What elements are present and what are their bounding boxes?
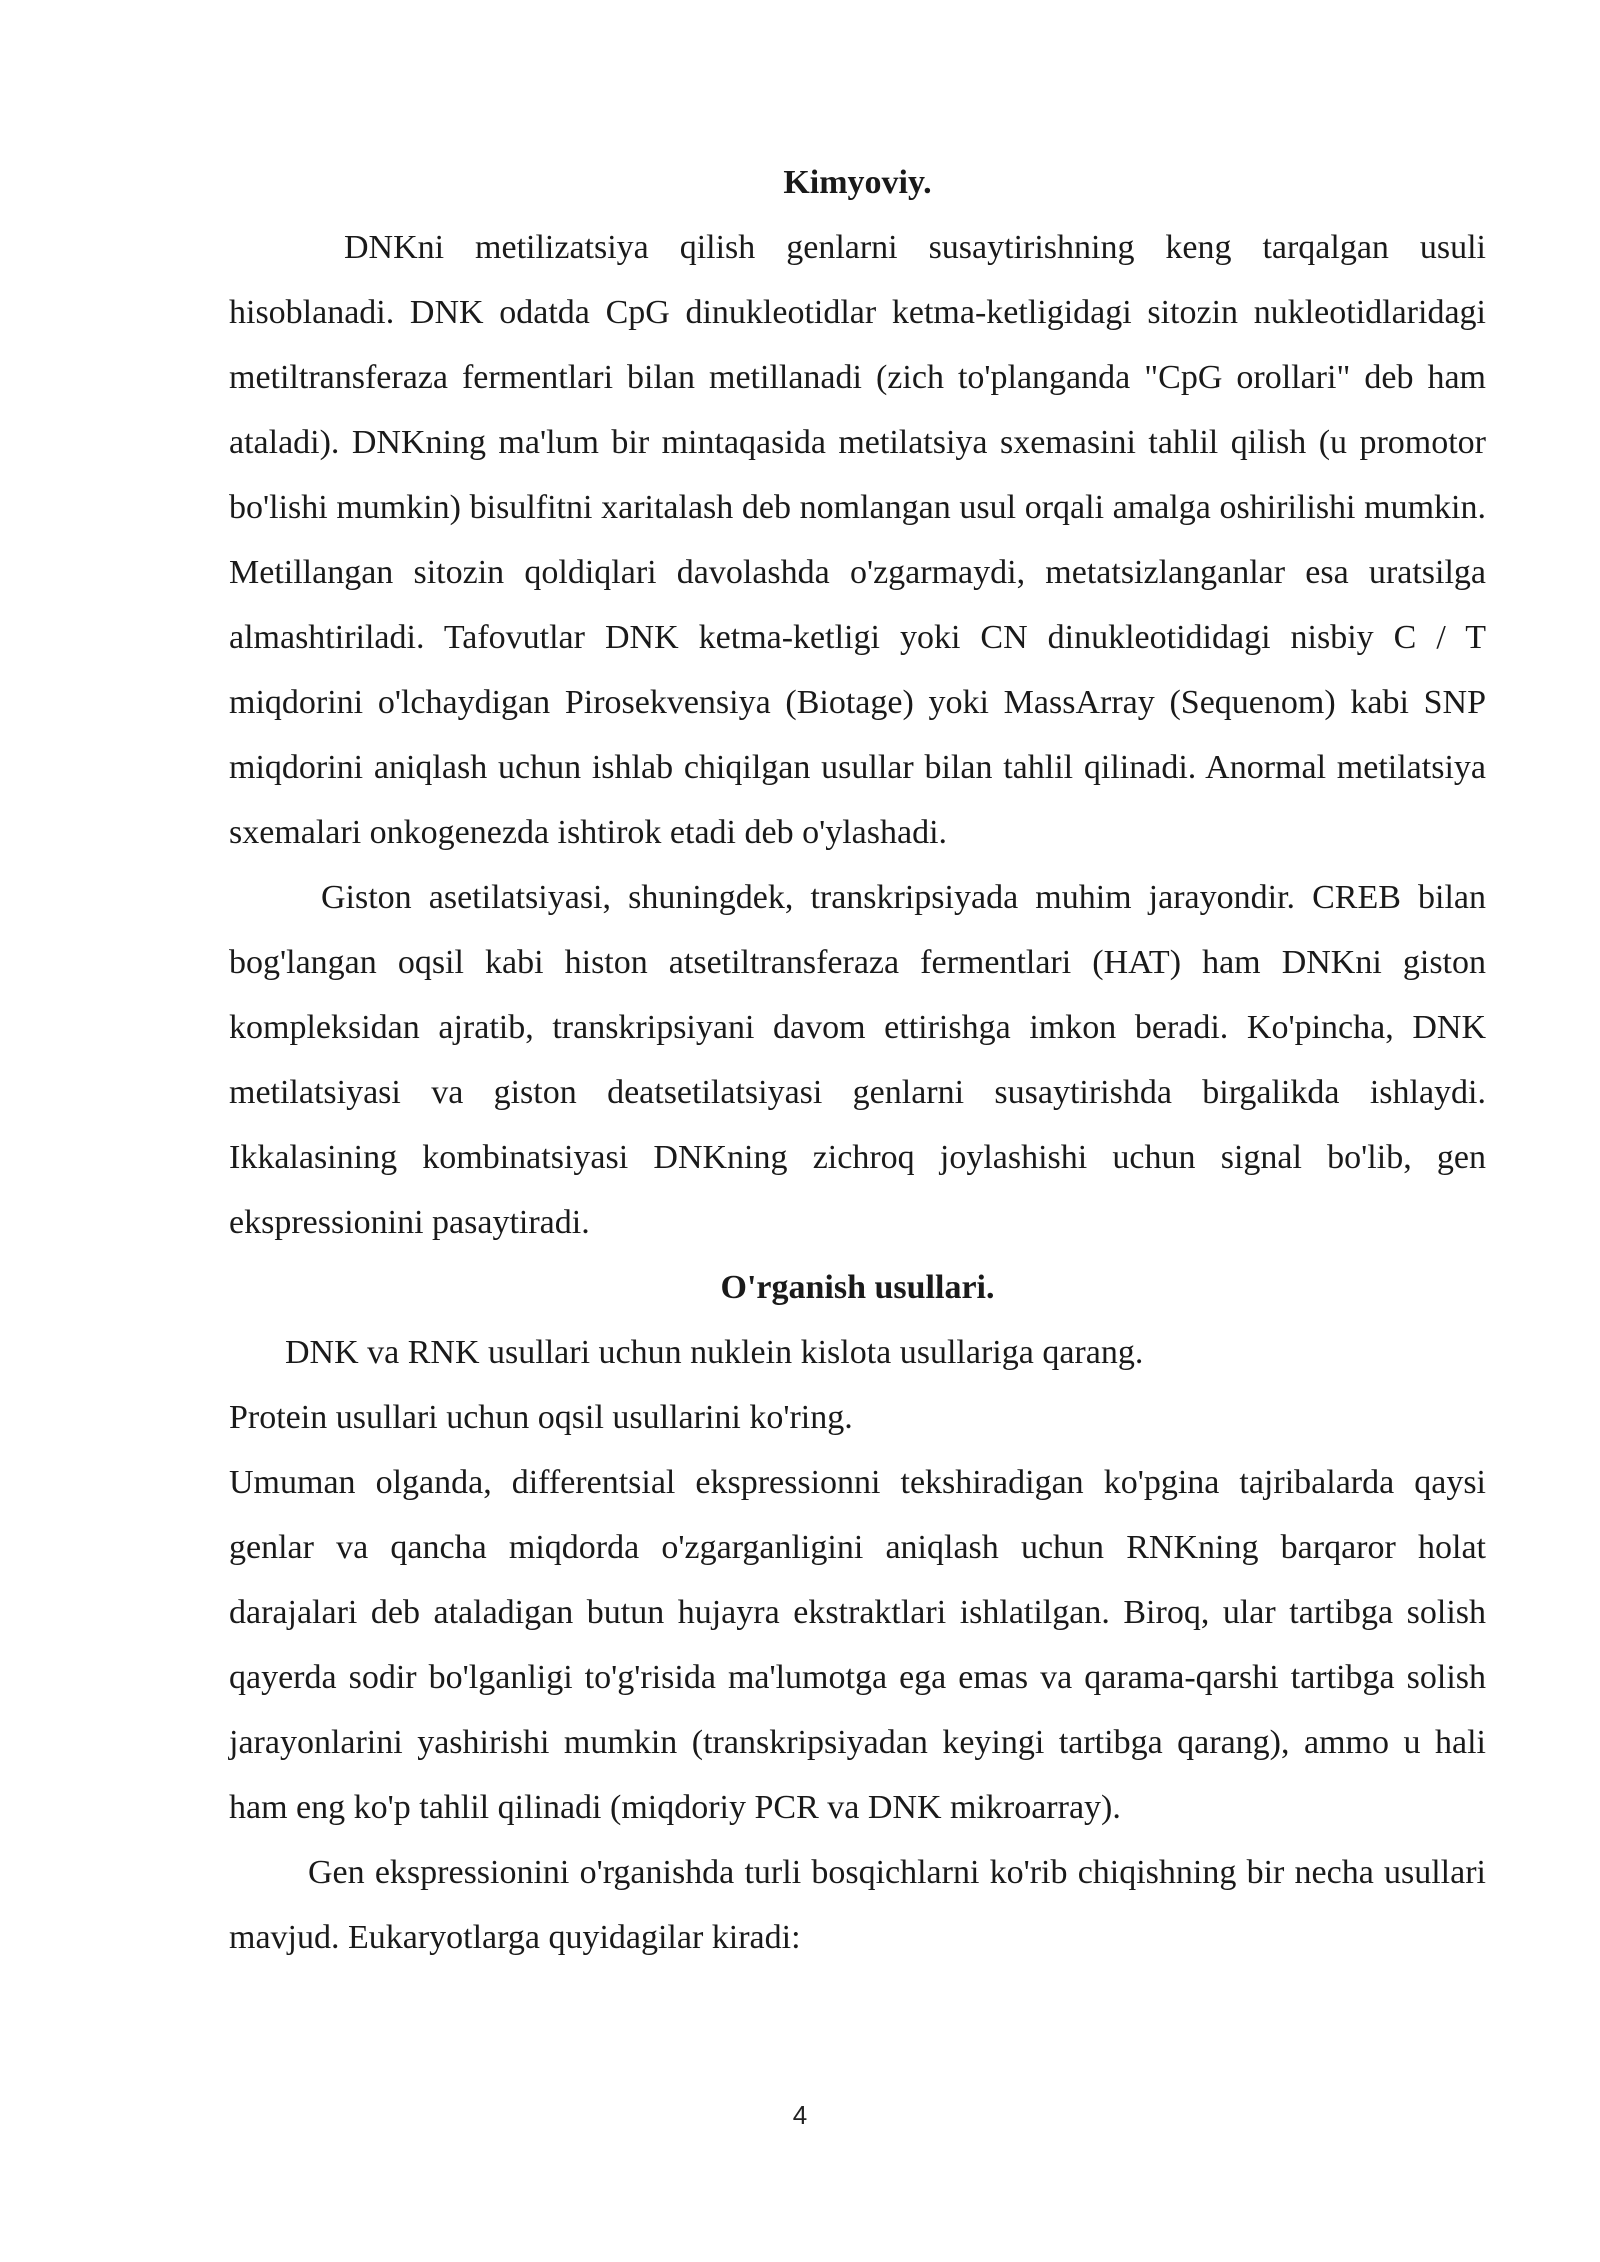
section-heading-study-methods: O'rganish usullari. [720,1269,995,1306]
section-heading-chemical: Kimyoviy. [783,164,932,201]
paragraph-nucleic-acid-methods: DNK va RNK usullari uchun nuklein kislota usullariga qarang. [285,1334,1144,1371]
page-number: 4 [792,2100,808,2130]
paragraph-dna-methylation: DNKni metilizatsiya qilish genlarni susaytirishning keng tarqalgan usuli hisoblanadi. DNK odatda CpG dinukleotidlar ketma-ketligidagi sitozin nukleotidlaridagi metiltransferaza fermentlari bilan metillanadi (zich to'planganda "CpG orollari" deb ham ataladi). DNKning ma'lum bir mintaqasida metilatsiya sxemasini tahlil qilish (u promotor bo'lishi mumkin) bisulfitni xaritalash deb nomlangan usul orqali amalga oshirilishi mumkin. Metillangan sitozin qoldiqlari davolashda o'zgarmaydi, metatsizlanganlar esa uratsilga almashtiriladi. Tafovutlar DNK ketma-ketligi yoki CN dinukleotididagi nisbiy C / T miqdorini o'lchaydigan Pirosekvensiya (Biotage) yoki MassArray (Sequenom) kabi SNP miqdorini aniqlash uchun ishlab chiqilgan usullar bilan tahlil qilinadi. Anormal metilatsiya sxemalari onkogenezda ishtirok etadi deb o'ylashadi. [229,229,1486,851]
paragraph-gene-expression-stages: Gen ekspressionini o'rganishda turli bosqichlarni ko'rib chiqishning bir necha usullari mavjud. Eukaryotlarga quyidagilar kiradi: [229,1854,1486,1956]
paragraph-protein-methods: Protein usullari uchun oqsil usullarini ko'ring. [229,1399,853,1436]
paragraph-differential-expression: Umuman olganda, differentsial ekspressionni tekshiradigan ko'pgina tajribalarda qaysi genlar va qancha miqdorda o'zgarganligini aniqlash uchun RNKning barqaror holat darajalari deb ataladigan butun hujayra ekstraktlari ishlatilgan. Biroq, ular tartibga solish qayerda sodir bo'lganligi to'g'risida ma'lumotga ega emas va qarama-qarshi tartibga solish jarayonlarini yashirishi mumkin (transkripsiyadan keyingi tartibga qarang), ammo u hali ham eng ko'p tahlil qilinadi (miqdoriy PCR va DNK mikroarray). [229,1464,1486,1826]
document-page [229,150,1486,1970]
paragraph-histone-acetylation: Giston asetilatsiyasi, shuningdek, transkripsiyada muhim jarayondir. CREB bilan bog'langan oqsil kabi histon atsetiltransferaza fermentlari (HAT) ham DNKni giston kompleksidan ajratib, transkripsiyani davom ettirishga imkon beradi. Ko'pincha, DNK metilatsiyasi va giston deatsetilatsiyasi genlarni susaytirishda birgalikda ishlaydi. Ikkalasining kombinatsiyasi DNKning zichroq joylashishi uchun signal bo'lib, gen ekspressionini pasaytiradi. [229,879,1486,1241]
